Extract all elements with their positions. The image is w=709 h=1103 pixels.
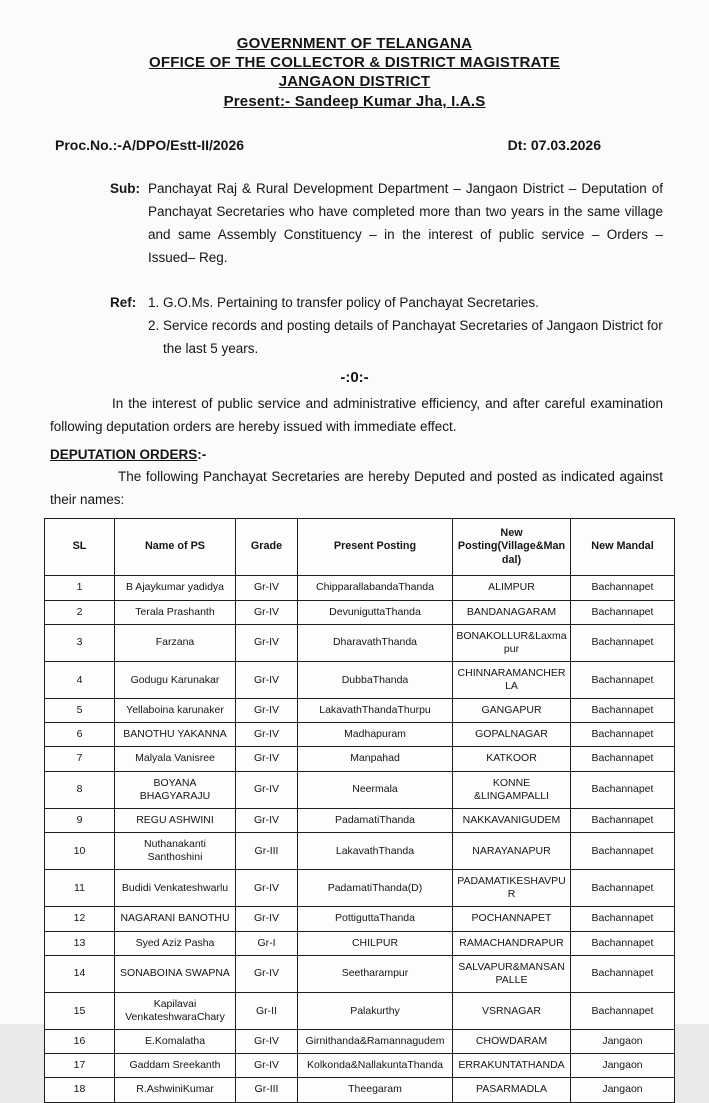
reference-block (0, 291, 709, 360)
table-cell: Kapilavai VenkateshwaraChary (115, 992, 236, 1029)
table-cell: RAMACHANDRAPUR (453, 931, 571, 955)
table-cell: BANOTHU YAKANNA (115, 723, 236, 747)
table-cell: 13 (45, 931, 115, 955)
table-cell: CHILPUR (298, 931, 453, 955)
table-cell: Bachannapet (571, 992, 675, 1029)
table-header (45, 519, 675, 576)
table-row (45, 747, 675, 771)
table-cell: Bachannapet (571, 907, 675, 931)
table-cell: GOPALNAGAR (453, 723, 571, 747)
table-cell: NARAYANAPUR (453, 832, 571, 869)
table-cell: Bachannapet (571, 808, 675, 832)
table-cell: ALIMPUR (453, 576, 571, 600)
table-cell: Palakurthy (298, 992, 453, 1029)
table-cell: LakavathThandaThurpu (298, 699, 453, 723)
orders-heading-text: DEPUTATION ORDERS (50, 447, 198, 462)
table-header-cell: Name of PS (115, 519, 236, 576)
table-row (45, 808, 675, 832)
table-cell: Bachannapet (571, 723, 675, 747)
table-cell: PadamatiThanda(D) (298, 870, 453, 907)
reference-label: Ref: (110, 295, 137, 310)
table-cell: Seetharampur (298, 955, 453, 992)
district-title: JANGAON DISTRICT (278, 73, 431, 90)
table-cell: GANGAPUR (453, 699, 571, 723)
table-header-cell: SL (45, 519, 115, 576)
table-cell: Yellaboina karunaker (115, 699, 236, 723)
table-cell: R.AshwiniKumar (115, 1078, 236, 1102)
table-cell: Gr-IV (236, 747, 298, 771)
table-cell: Madhapuram (298, 723, 453, 747)
table-cell: PadamatiThanda (298, 808, 453, 832)
table-header-cell: New Mandal (571, 519, 675, 576)
table-cell: 12 (45, 907, 115, 931)
table-cell: POCHANNAPET (453, 907, 571, 931)
table-cell: B Ajaykumar yadidya (115, 576, 236, 600)
table-row (45, 907, 675, 931)
deputation-table (44, 518, 675, 1103)
table-cell: DubbaThanda (298, 661, 453, 698)
table-cell: 2 (45, 600, 115, 624)
table-row (45, 1054, 675, 1078)
subject-label: Sub: (110, 181, 140, 196)
proc-number: Proc.No.:-A/DPO/Estt-II/2026 (55, 137, 245, 153)
table-cell: BANDANAGARAM (453, 600, 571, 624)
table-cell: Bachannapet (571, 661, 675, 698)
table-cell: Bachannapet (571, 600, 675, 624)
table-cell: CHOWDARAM (453, 1030, 571, 1054)
table-row (45, 955, 675, 992)
table-cell: Budidi Venkateshwarlu (115, 870, 236, 907)
table-cell: Gr-IV (236, 1054, 298, 1078)
table-cell: Gaddam Sreekanth (115, 1054, 236, 1078)
table-cell: 5 (45, 699, 115, 723)
table-cell: Gr-IV (236, 955, 298, 992)
table-cell: BOYANA BHAGYARAJU (115, 771, 236, 808)
table-row (45, 931, 675, 955)
table-cell: Bachannapet (571, 624, 675, 661)
table-cell: Gr-III (236, 832, 298, 869)
table-cell: Jangaon (571, 1054, 675, 1078)
table-cell: 16 (45, 1030, 115, 1054)
table-cell: PASARMADLA (453, 1078, 571, 1102)
table-cell: Kolkonda&NallakuntaThanda (298, 1054, 453, 1078)
table-cell: LakavathThanda (298, 832, 453, 869)
document-date: Dt: 07.03.2026 (507, 137, 601, 153)
presiding-officer: Present:- Sandeep Kumar Jha, I.A.S (223, 93, 486, 110)
table-cell: DevuniguttaThanda (298, 600, 453, 624)
table-cell: ERRAKUNTATHANDA (453, 1054, 571, 1078)
table-cell: Syed Aziz Pasha (115, 931, 236, 955)
table-cell: BONAKOLLUR&Laxmapur (453, 624, 571, 661)
table-cell: 17 (45, 1054, 115, 1078)
table-cell: Girnithanda&Ramannagudem (298, 1030, 453, 1054)
orders-intro-paragraph: The following Panchayat Secretaries are hereby Deputed and posted as indicated against their names: (50, 469, 663, 507)
table-cell: 1 (45, 576, 115, 600)
government-title: GOVERNMENT OF TELANGANA (236, 35, 473, 52)
table-cell: Bachannapet (571, 576, 675, 600)
table-cell: Malyala Vanisree (115, 747, 236, 771)
reference-item-2: 2. Service records and posting details of Panchayat Secretaries of Jangaon District for the last 5 years. (148, 318, 663, 356)
table-row (45, 576, 675, 600)
office-title: OFFICE OF THE COLLECTOR & DISTRICT MAGISTRATE (149, 54, 560, 71)
table-cell: Jangaon (571, 1078, 675, 1102)
preamble-paragraph: In the interest of public service and administrative efficiency, and after careful examination following deputation orders are hereby issued with immediate effect. (50, 396, 663, 434)
reference-item-1: 1. G.O.Ms. Pertaining to transfer policy of Panchayat Secretaries. (148, 295, 539, 310)
table-cell: Gr-IV (236, 723, 298, 747)
table-cell: REGU ASHWINI (115, 808, 236, 832)
table-cell: Nuthanakanti Santhoshini (115, 832, 236, 869)
table-cell: 14 (45, 955, 115, 992)
table-cell: NAGARANI BANOTHU (115, 907, 236, 931)
table-cell: PADAMATIKESHAVPUR (453, 870, 571, 907)
table-cell: Bachannapet (571, 699, 675, 723)
table-cell: DharavathThanda (298, 624, 453, 661)
letterhead (0, 34, 709, 111)
table-cell: 6 (45, 723, 115, 747)
table-cell: Gr-IV (236, 624, 298, 661)
table-cell: Bachannapet (571, 931, 675, 955)
orders-heading-suffix: :- (197, 447, 207, 462)
table-row (45, 1030, 675, 1054)
table-cell: 3 (45, 624, 115, 661)
table-cell: Gr-IV (236, 1030, 298, 1054)
table-cell: Bachannapet (571, 771, 675, 808)
table-row (45, 661, 675, 698)
table-cell: 15 (45, 992, 115, 1029)
table-cell: Gr-I (236, 931, 298, 955)
table-cell: Manpahad (298, 747, 453, 771)
table-cell: Gr-IV (236, 808, 298, 832)
table-cell: SALVAPUR&MANSANPALLE (453, 955, 571, 992)
table-cell: Bachannapet (571, 832, 675, 869)
table-row (45, 771, 675, 808)
table-cell: Gr-IV (236, 600, 298, 624)
table-cell: Gr-IV (236, 661, 298, 698)
table-cell: Gr-IV (236, 771, 298, 808)
table-header-cell: New Posting(Village&Mandal) (453, 519, 571, 576)
table-cell: Neermala (298, 771, 453, 808)
table-row (45, 699, 675, 723)
table-cell: KONNE &LINGAMPALLI (453, 771, 571, 808)
table-header-row (45, 519, 675, 576)
table-cell: CHINNARAMANCHERLA (453, 661, 571, 698)
table-cell: Bachannapet (571, 955, 675, 992)
orders-heading (0, 447, 709, 462)
section-separator: -:0:- (340, 369, 369, 386)
table-row (45, 723, 675, 747)
table-row (45, 624, 675, 661)
table-row (45, 832, 675, 869)
table-cell: Farzana (115, 624, 236, 661)
table-cell: Gr-III (236, 1078, 298, 1102)
table-cell: NAKKAVANIGUDEM (453, 808, 571, 832)
table-header-cell: Present Posting (298, 519, 453, 576)
table-cell: 7 (45, 747, 115, 771)
subject-text: Panchayat Raj & Rural Development Department – Jangaon District – Deputation of Panchayat Secretaries who have completed more than two years in the same village and same Assembly Constituency – in the interest of public service – Orders – Issued– Reg. (148, 181, 663, 265)
table-cell: E.Komalatha (115, 1030, 236, 1054)
table-cell: Terala Prashanth (115, 600, 236, 624)
table-cell: Gr-IV (236, 576, 298, 600)
table-cell: SONABOINA SWAPNA (115, 955, 236, 992)
table-row (45, 600, 675, 624)
table-cell: Theegaram (298, 1078, 453, 1102)
table-cell: Bachannapet (571, 747, 675, 771)
table-header-cell: Grade (236, 519, 298, 576)
table-body (45, 576, 675, 1102)
table-cell: Gr-IV (236, 699, 298, 723)
table-cell: 9 (45, 808, 115, 832)
table-cell: KATKOOR (453, 747, 571, 771)
table-cell: PottiguttaThanda (298, 907, 453, 931)
table-cell: ChipparallabandaThanda (298, 576, 453, 600)
table-cell: Jangaon (571, 1030, 675, 1054)
table-row (45, 870, 675, 907)
table-cell: Godugu Karunakar (115, 661, 236, 698)
proc-date-row (0, 137, 709, 153)
table-cell: 10 (45, 832, 115, 869)
reference-list (148, 291, 663, 360)
table-cell: Gr-IV (236, 907, 298, 931)
table-cell: Gr-IV (236, 870, 298, 907)
table-cell: VSRNAGAR (453, 992, 571, 1029)
table-cell: 4 (45, 661, 115, 698)
table-row (45, 992, 675, 1029)
table-cell: 18 (45, 1078, 115, 1102)
table-cell: 11 (45, 870, 115, 907)
table-row (45, 1078, 675, 1102)
table-cell: Bachannapet (571, 870, 675, 907)
table-cell: 8 (45, 771, 115, 808)
table-cell: Gr-II (236, 992, 298, 1029)
subject-block (0, 177, 709, 269)
